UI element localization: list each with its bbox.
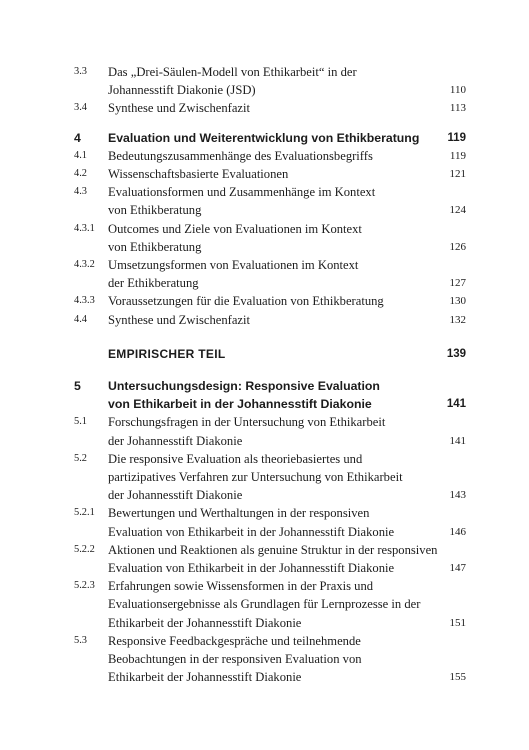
toc-entry-number: 5.1 bbox=[74, 416, 87, 428]
toc-entry-title bbox=[108, 345, 447, 363]
toc-entry-title-line: Das „Drei-Säulen-Modell von Ethikarbeit“ in der bbox=[108, 65, 357, 79]
toc-entry bbox=[74, 183, 466, 219]
toc-entry-title bbox=[108, 99, 448, 117]
toc-entry bbox=[74, 165, 466, 183]
toc-entry-number: 5.2.1 bbox=[74, 507, 95, 519]
toc-page-number: 147 bbox=[449, 562, 466, 575]
toc-entry-number: 4 bbox=[74, 130, 81, 145]
toc-entry-title bbox=[108, 165, 448, 183]
toc-entry-title bbox=[108, 632, 448, 687]
toc-page-number: 155 bbox=[449, 671, 466, 684]
toc-page-number: 121 bbox=[449, 168, 466, 181]
toc-chapter-entry bbox=[74, 129, 466, 147]
toc-entry-title-line: Beobachtungen in der responsiven Evaluation von bbox=[108, 652, 362, 667]
toc-entry-number: 4.3.1 bbox=[74, 222, 95, 234]
toc-page-number: 151 bbox=[449, 616, 466, 629]
toc-entry-title-line: Ethikarbeit der Johannesstift Diakonie bbox=[108, 615, 302, 630]
toc-entry-number: 3.3 bbox=[74, 66, 87, 77]
toc-entry-title-line: Evaluationsergebnisse als Grundlagen für Lernprozesse in der bbox=[108, 597, 421, 612]
toc-entry-title-line: der Ethikberatung bbox=[108, 276, 199, 291]
toc-entry-title-line: der Johannesstift Diakonie bbox=[108, 488, 243, 503]
toc-entry-number: 5.2.3 bbox=[74, 580, 95, 592]
toc-page-number: 126 bbox=[449, 240, 466, 253]
toc-entry bbox=[74, 311, 466, 329]
toc-entry-title-line: Evaluation und Weiterentwicklung von Ethikberatung bbox=[108, 130, 420, 145]
toc-entry-title-line: Bewertungen und Werthaltungen in der responsiven bbox=[108, 506, 370, 521]
toc-page-number: 130 bbox=[449, 295, 466, 308]
toc-page-number: 119 bbox=[447, 131, 466, 144]
toc-entry-title-line: Wissenschaftsbasierte Evaluationen bbox=[108, 167, 289, 182]
toc-entry-number: 4.3.3 bbox=[74, 295, 95, 307]
toc-entry bbox=[74, 256, 466, 292]
toc-entry-title-line: Synthese und Zwischenfazit bbox=[108, 101, 250, 116]
toc-entry-title-line: Evaluation von Ethikarbeit in der Johannesstift Diakonie bbox=[108, 561, 395, 576]
toc-entry-title bbox=[108, 311, 448, 329]
toc-entry bbox=[74, 63, 466, 99]
toc-entry-number: 5 bbox=[74, 379, 81, 394]
toc-entry-number: 4.4 bbox=[74, 313, 87, 325]
toc-entry bbox=[74, 504, 466, 540]
toc-entry-number: 3.4 bbox=[74, 102, 87, 114]
toc-entry-title-line: Outcomes und Ziele von Evaluationen im Kontext bbox=[108, 221, 362, 236]
toc-entry-title bbox=[108, 220, 448, 256]
toc-entry-number: 5.2.2 bbox=[74, 543, 95, 555]
toc-entry-title-line: Erfahrungen sowie Wissensformen in der Praxis und bbox=[108, 579, 374, 594]
toc-part-heading bbox=[74, 345, 466, 363]
toc-entry-title bbox=[108, 129, 447, 147]
toc-entry-title bbox=[108, 377, 447, 413]
toc-entry-title bbox=[108, 450, 448, 505]
toc-page-number: 139 bbox=[446, 347, 466, 360]
toc-entry-number: 4.3 bbox=[74, 186, 87, 198]
toc-entry bbox=[74, 450, 466, 505]
toc-entry-title bbox=[108, 541, 448, 577]
toc-entry-title-line: von Ethikberatung bbox=[108, 203, 202, 218]
toc-entry-number: 4.2 bbox=[74, 168, 87, 180]
toc-entry-title bbox=[108, 183, 448, 219]
toc-entry bbox=[74, 99, 466, 117]
toc-entry-title-line: Umsetzungsformen von Evaluationen im Kontext bbox=[108, 258, 359, 273]
toc-entry-title bbox=[108, 413, 448, 449]
toc-entry bbox=[74, 292, 466, 310]
toc-entry-title-line: Johannesstift Diakonie (JSD) bbox=[108, 83, 256, 98]
toc-entry-title-line: Untersuchungsdesign: Responsive Evaluation bbox=[108, 379, 380, 394]
toc-entry-title-line: Aktionen und Reaktionen als genuine Struktur in der responsiven bbox=[108, 542, 438, 557]
toc-page-number: 141 bbox=[449, 434, 466, 447]
toc-entry bbox=[74, 541, 466, 577]
toc-page-number: 113 bbox=[449, 102, 466, 115]
toc-entry-title-line: Die responsive Evaluation als theoriebasiertes und bbox=[108, 451, 363, 466]
toc-entry-title-line: Responsive Feedbackgespräche und teilnehmende bbox=[108, 633, 361, 648]
toc-entry-title-line: Ethikarbeit der Johannesstift Diakonie bbox=[108, 670, 302, 685]
toc-page-number: 127 bbox=[449, 277, 466, 290]
toc-entry-title-line: von Ethikarbeit in der Johannesstift Diakonie bbox=[108, 397, 372, 412]
toc-entry-title bbox=[108, 504, 448, 540]
toc-entry-title-line: der Johannesstift Diakonie bbox=[108, 433, 243, 448]
toc-entry-title-line: von Ethikberatung bbox=[108, 239, 202, 254]
toc-entry-title bbox=[108, 63, 448, 99]
toc-entry-title-line: partizipatives Verfahren zur Untersuchung von Ethikarbeit bbox=[108, 470, 403, 485]
toc-entry-number: 4.3.2 bbox=[74, 259, 95, 271]
toc-entry bbox=[74, 632, 466, 687]
toc-entry-title-line: Evaluation von Ethikarbeit in der Johannesstift Diakonie bbox=[108, 524, 395, 539]
toc-entry-title-line: Voraussetzungen für die Evaluation von Ethikberatung bbox=[108, 294, 384, 309]
toc-entry bbox=[74, 413, 466, 449]
toc-page-number: 124 bbox=[449, 204, 466, 217]
toc-entry-title bbox=[108, 256, 448, 292]
toc-entry-title-line: Forschungsfragen in der Untersuchung von Ethikarbeit bbox=[108, 415, 386, 430]
toc-entry-number: 5.3 bbox=[74, 634, 87, 646]
toc-page-number: 143 bbox=[449, 489, 466, 502]
toc-entry-title bbox=[108, 577, 448, 632]
toc-chapter-entry bbox=[74, 377, 466, 413]
toc-page-number: 141 bbox=[446, 398, 466, 411]
toc-entry bbox=[74, 147, 466, 165]
toc-entry-title-line: Bedeutungszusammenhänge des Evaluationsbegriffs bbox=[108, 148, 373, 163]
toc-page-number: 119 bbox=[449, 149, 466, 162]
table-of-contents bbox=[74, 63, 466, 687]
toc-entry-title-line: Evaluationsformen und Zusammenhänge im Kontext bbox=[108, 185, 376, 200]
toc-entry-number: 4.1 bbox=[74, 149, 87, 161]
toc-entry-number: 5.2 bbox=[74, 452, 87, 464]
toc-entry-title-line: Synthese und Zwischenfazit bbox=[108, 312, 250, 327]
toc-page-number: 146 bbox=[449, 525, 466, 538]
toc-page-number: 132 bbox=[449, 313, 466, 326]
toc-page-number: 110 bbox=[449, 84, 466, 97]
toc-entry bbox=[74, 220, 466, 256]
toc-entry-title-line: EMPIRISCHER TEIL bbox=[108, 346, 226, 361]
toc-entry-title bbox=[108, 147, 448, 165]
toc-entry bbox=[74, 577, 466, 632]
toc-entry-title bbox=[108, 292, 448, 310]
